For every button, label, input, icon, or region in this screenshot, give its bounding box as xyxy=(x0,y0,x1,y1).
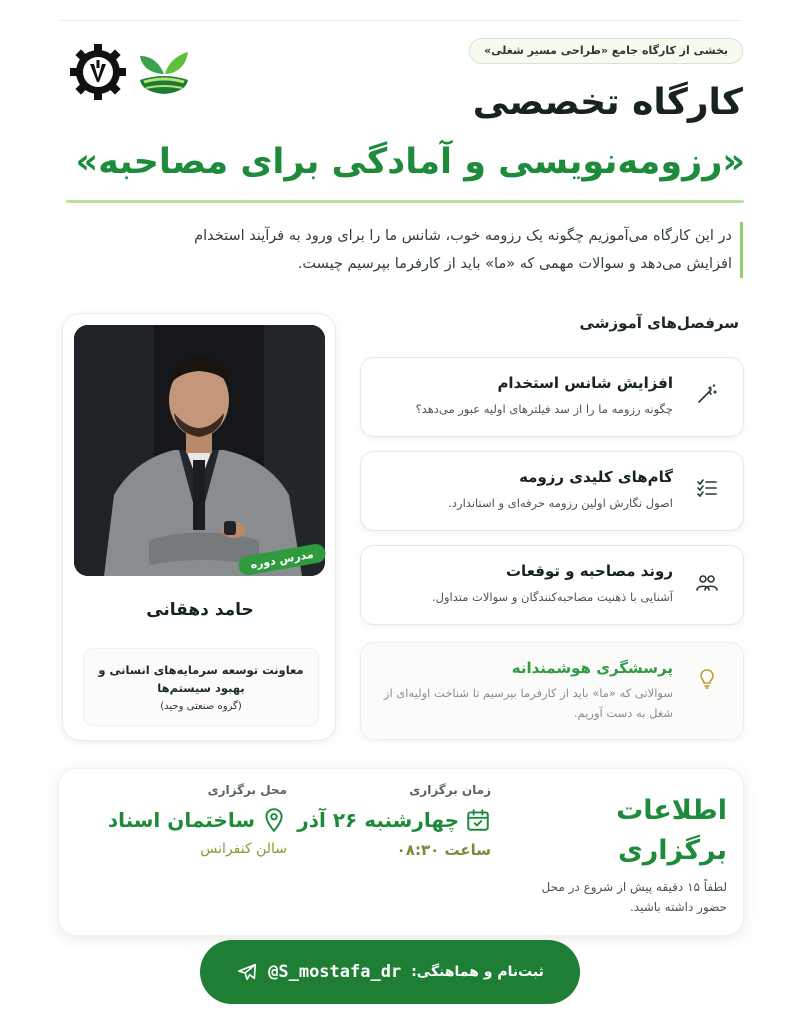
event-location-block xyxy=(87,783,287,857)
location-label: محل برگزاری xyxy=(207,783,287,797)
arrival-note: لطفاً ۱۵ دقیقه پیش از شروع در محل حضور داشته باشید. xyxy=(541,880,727,914)
topic-card xyxy=(360,545,744,625)
topic-description: اصول نگارش اولین رزومه حرفه‌ای و استاندارد. xyxy=(448,496,673,510)
info-heading xyxy=(616,791,727,871)
event-time-block xyxy=(297,783,491,859)
intro-paragraph xyxy=(143,222,743,278)
topic-description: سوالاتی که «ما» باید از کارفرما بپرسیم تا شناخت اولیه‌ای از شغل به دست آوریم. xyxy=(383,686,673,720)
instructor-organization: (گروه صنعتی وحید) xyxy=(160,701,242,712)
intro-line-1: در این کارگاه می‌آموزیم چگونه یک رزومه خوب، شانس ما را برای ورود به فرآیند استخدام xyxy=(194,228,732,244)
event-date-text: چهارشنبه ۲۶ آذر xyxy=(297,808,459,832)
telegram-handle[interactable]: @S_mostafa_dr xyxy=(268,962,402,982)
workshop-subject-title: «رزومه‌نویسی و آمادگی برای مصاحبه» xyxy=(75,142,745,182)
instructor-portrait-icon xyxy=(74,325,325,576)
event-info-panel xyxy=(58,768,744,936)
calendar-icon xyxy=(465,807,491,833)
time-label: زمان برگزاری xyxy=(409,783,491,797)
topic-description: آشنایی با ذهنیت مصاحبه‌کنندگان و سوالات متداول. xyxy=(431,590,673,604)
event-date xyxy=(297,807,491,833)
magic-wand-icon xyxy=(695,382,719,406)
instructor-photo xyxy=(74,325,325,576)
people-icon xyxy=(695,570,719,594)
instructor-badge: مدرس دوره xyxy=(237,543,327,577)
info-heading-line-2: برگزاری xyxy=(618,835,727,866)
instructor-name: حامد دهقانی xyxy=(146,600,254,620)
event-hour: ساعت ۰۸:۳۰ xyxy=(396,841,491,859)
topic-card xyxy=(360,357,744,437)
title-underline xyxy=(66,200,744,203)
location-text: ساختمان اسناد xyxy=(107,808,255,832)
topic-title: پرسشگری هوشمندانه xyxy=(511,659,673,677)
topic-title: گام‌های کلیدی رزومه xyxy=(519,468,673,486)
location-room: سالن کنفرانس xyxy=(200,841,287,857)
register-label: ثبت‌نام و هماهنگی: xyxy=(411,964,544,980)
intro-line-2: افزایش می‌دهد و سوالات مهمی که «ما» باید از کارفرما بپرسیم چیست. xyxy=(297,256,732,272)
topic-title: روند مصاحبه و توقعات xyxy=(505,562,673,580)
topics-heading: سرفصل‌های آموزشی xyxy=(579,314,739,332)
info-heading-line-1: اطلاعات xyxy=(616,795,727,826)
gear-logo-icon xyxy=(68,42,128,102)
sprout-logo-icon xyxy=(134,44,194,100)
lightbulb-icon xyxy=(695,667,719,691)
topic-card xyxy=(360,451,744,531)
instructor-card xyxy=(62,313,336,741)
instructor-role-box xyxy=(83,648,319,726)
top-divider xyxy=(60,20,742,21)
telegram-icon xyxy=(236,961,258,983)
topic-card-highlighted xyxy=(360,642,744,740)
checklist-icon xyxy=(695,476,719,500)
topic-title: افزایش شانس استخدام xyxy=(497,374,673,392)
workshop-series-tag: بخشی از کارگاه جامع «طراحی مسیر شغلی» xyxy=(469,38,743,64)
instructor-role: معاونت توسعه سرمایه‌های انسانی و بهبود سیستم‌ها xyxy=(98,663,304,695)
register-contact-button[interactable] xyxy=(200,940,580,1004)
page-title: کارگاه تخصصی xyxy=(472,82,743,123)
topic-description: چگونه رزومه ما را از سد فیلترهای اولیه عبور می‌دهد؟ xyxy=(415,402,673,416)
event-location xyxy=(87,807,287,833)
location-pin-icon xyxy=(261,807,287,833)
